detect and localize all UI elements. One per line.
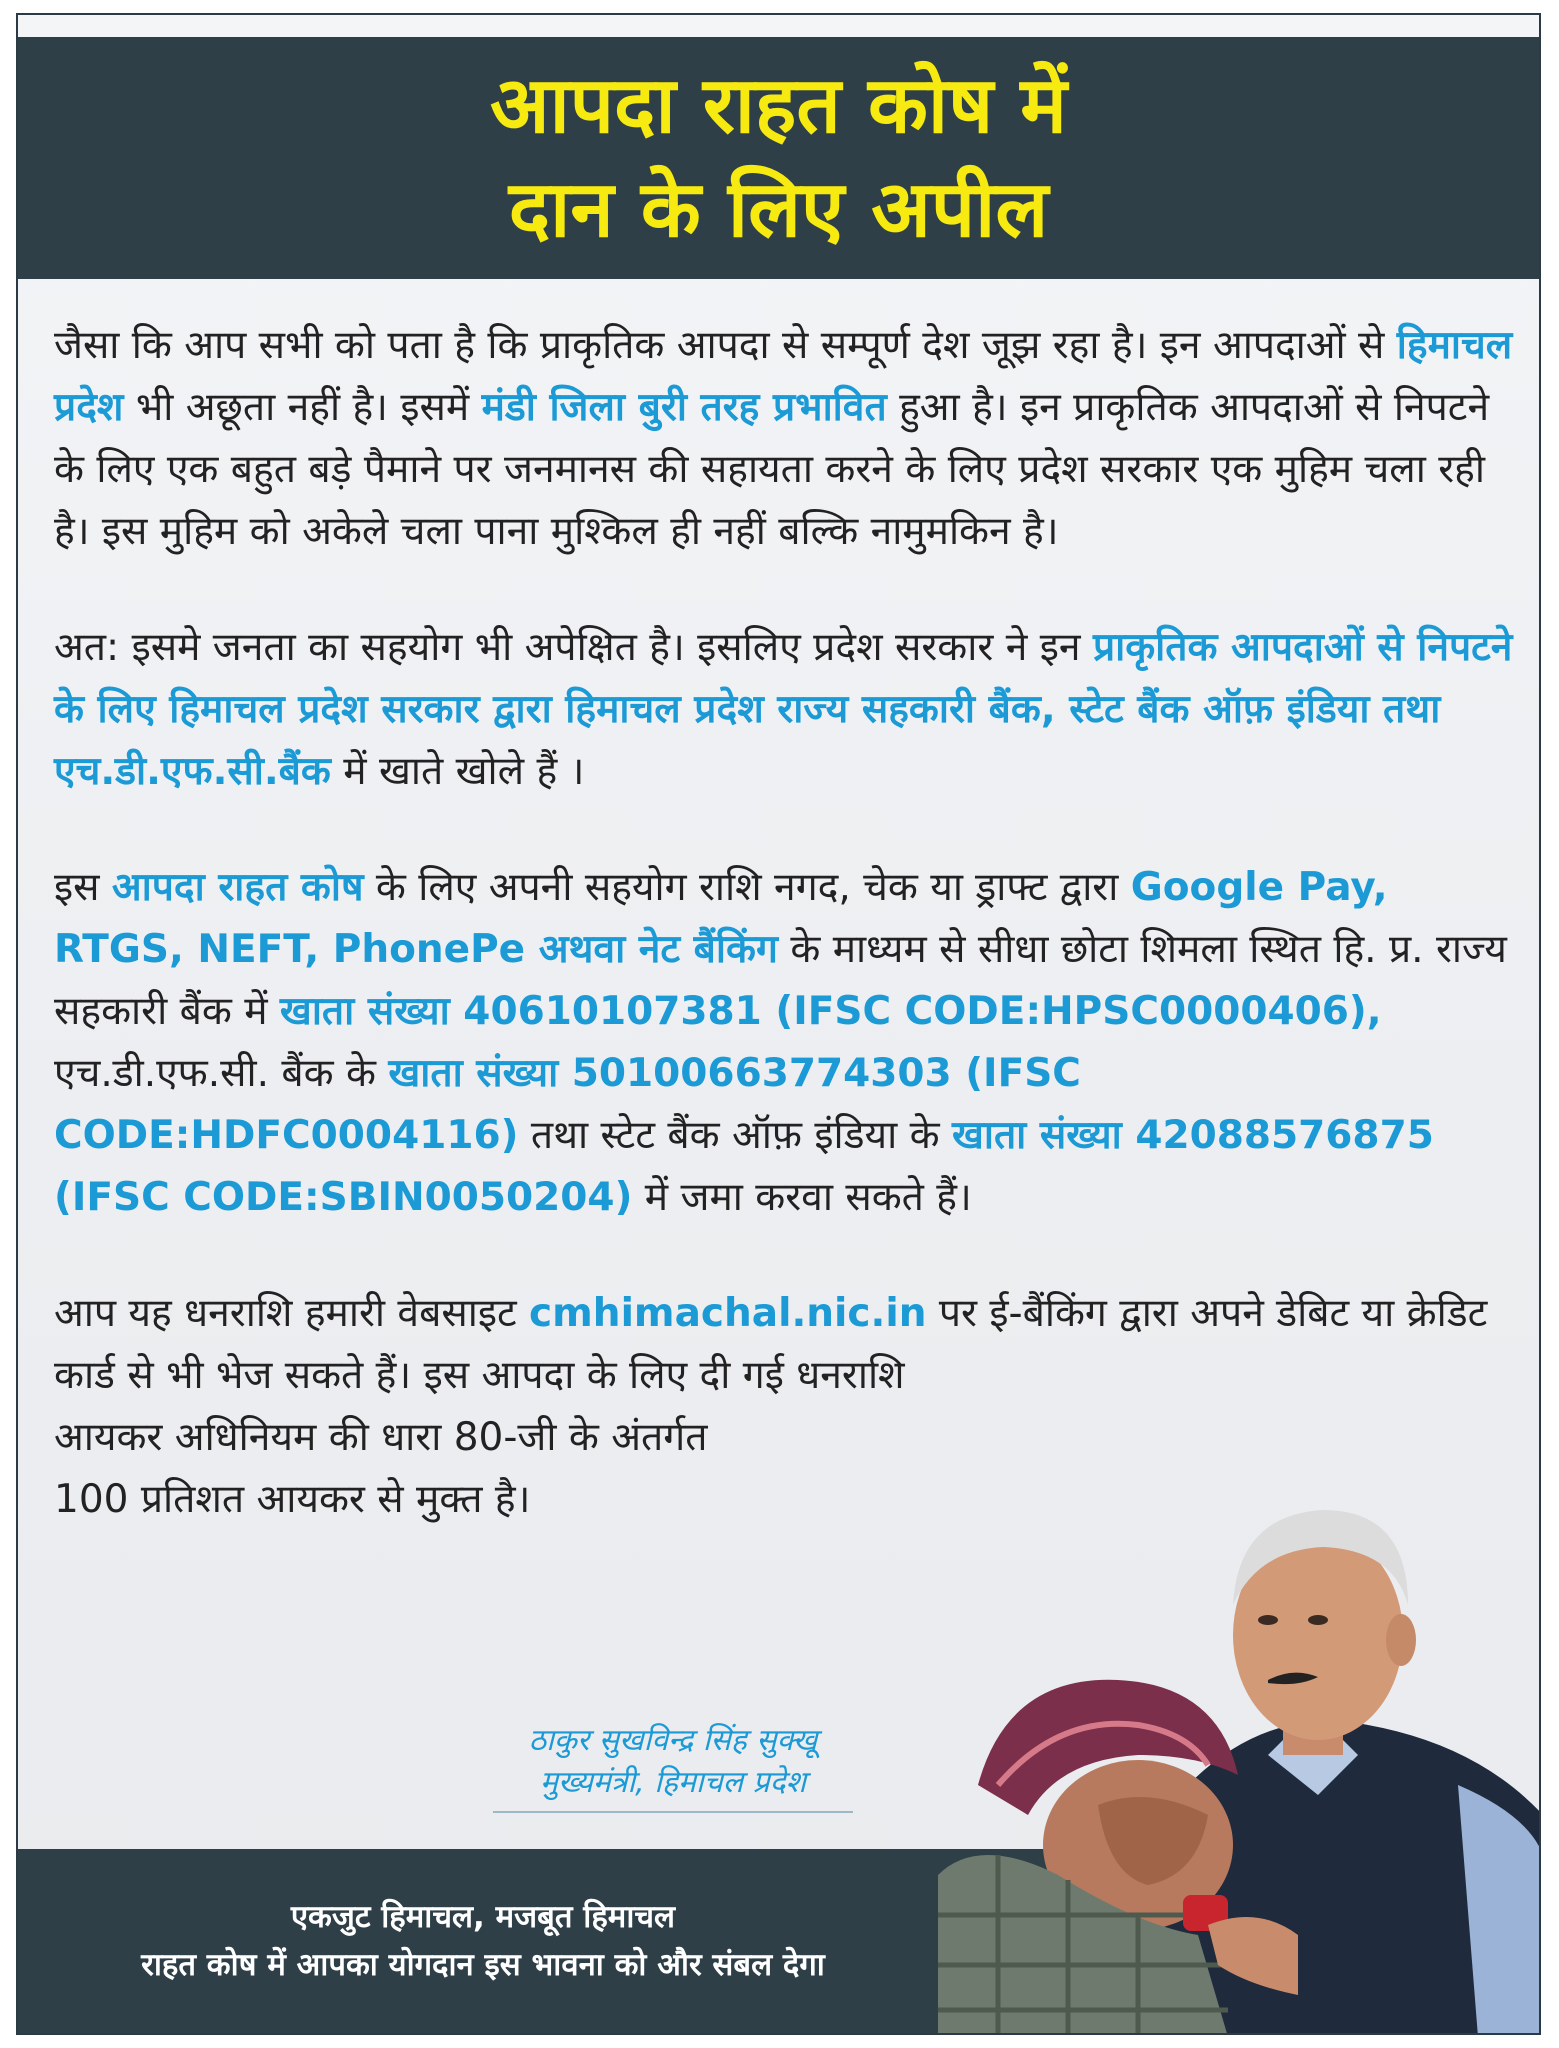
para3-text-5: तथा स्टेट बैंक ऑफ़ इंडिया के	[518, 1113, 952, 1158]
para2-text-2: में खाते खोले हैं ।	[330, 749, 585, 794]
para3-highlight-fund: आपदा राहत कोष	[111, 865, 364, 910]
title-line-1: आपदा राहत कोष में	[490, 61, 1067, 151]
para1-text-2: भी अछूता नहीं है। इसमें	[123, 385, 482, 430]
para1-text-1: जैसा कि आप सभी को पता है कि प्राकृतिक आपदा से सम्पूर्ण देश जूझ रहा है। इन आपदाओं से	[54, 323, 1397, 368]
para1-text-3: हुआ है। इन प्राकृतिक आपदाओं से निपटने के लिए एक बहुत बड़े पैमाने पर जनमानस की सहायता करने के लिए प्रदेश सरकार एक मुहिम चला रही है। इस मुहिम को अकेले चला पाना मुश्किल ही नहीं बल्कि नामुमकिन है।	[54, 385, 1490, 554]
para2-highlight-1: प्राकृतिक आपदाओं से निपटने के लिए हिमाचल प्रदेश	[54, 625, 1513, 732]
footer-line-2: राहत कोष में आपका योगदान इस भावना को और संबल देगा	[141, 1947, 825, 1983]
title-banner	[18, 37, 1539, 279]
para3-text-4: एच.डी.एफ.सी. बैंक के	[54, 1051, 389, 1096]
paragraph-2	[54, 617, 1514, 803]
para4-text-1: आप यह धनराशि हमारी वेबसाइट	[54, 1291, 530, 1336]
poster-title	[490, 54, 1067, 262]
para2-text-1: अत: इसमे जनता का सहयोग भी अपेक्षित है। इसलिए प्रदेश सरकार ने इन	[54, 625, 1093, 670]
paragraph-1	[54, 315, 1514, 563]
signature-name: ठाकुर सुखविन्द्र सिंह सुक्खू	[528, 1723, 818, 1758]
title-line-2: दान के लिए अपील	[508, 165, 1049, 255]
website-link[interactable]: cmhimachal.nic.in	[529, 1291, 927, 1336]
para4-text-4: 100 प्रतिशत आयकर से मुक्त है।	[54, 1477, 531, 1522]
signature-designation: मुख्यमंत्री, हिमाचल प्रदेश	[540, 1765, 806, 1800]
account-hpscb: खाता संख्या 40610107381 (IFSC CODE:HPSC0000406),	[279, 989, 1382, 1034]
para2-highlight-banks: सरकार द्वारा हिमाचल प्रदेश राज्य सहकारी बैंक, स्टेट बैंक ऑफ़ इंडिया तथा एच.डी.एफ.सी.बैंक	[54, 687, 1441, 794]
signature-underline	[493, 1811, 853, 1813]
chief-minister-consoling-woman-photo	[938, 1455, 1541, 2035]
para1-highlight-himachal: हिमाचल प्रदेश	[54, 323, 1513, 430]
footer-slogan	[38, 1893, 928, 1989]
para1-highlight-mandi: मंडी जिला बुरी तरह प्रभावित	[481, 385, 887, 430]
para3-highlight-payment-modes: Google Pay, RTGS, NEFT, PhonePe अथवा नेट बैंकिंग	[54, 865, 1388, 972]
signature-block	[473, 1720, 873, 1804]
account-sbi: खाता संख्या 42088576875 (IFSC CODE:SBIN0050204)	[54, 1113, 1434, 1220]
para3-text-2: के लिए अपनी सहयोग राशि नगद, चेक या ड्राफ्ट द्वारा	[363, 865, 1131, 910]
para3-text-3: के माध्यम से सीधा छोटा शिमला स्थित हि. प्र. राज्य सहकारी बैंक में	[54, 927, 1507, 1034]
para3-text-1: इस	[54, 865, 112, 910]
poster-frame	[16, 13, 1541, 2035]
account-hdfc: खाता संख्या 50100663774303 (IFSC CODE:HDFC0004116)	[54, 1051, 1081, 1158]
paragraph-3	[54, 857, 1514, 1229]
footer-line-1: एकजुट हिमाचल, मजबूत हिमाचल	[290, 1899, 676, 1935]
para4-text-3: आयकर अधिनियम की धारा 80-जी के अंतर्गत	[54, 1415, 708, 1460]
para4-text-2: पर ई-बैंकिंग द्वारा अपने डेबिट या क्रेडिट कार्ड से भी भेज सकते हैं। इस आपदा के लिए दी गई धनराशि	[54, 1291, 1488, 1398]
para3-text-6: में जमा करवा सकते हैं।	[632, 1175, 972, 1220]
appeal-body	[54, 315, 1514, 1585]
